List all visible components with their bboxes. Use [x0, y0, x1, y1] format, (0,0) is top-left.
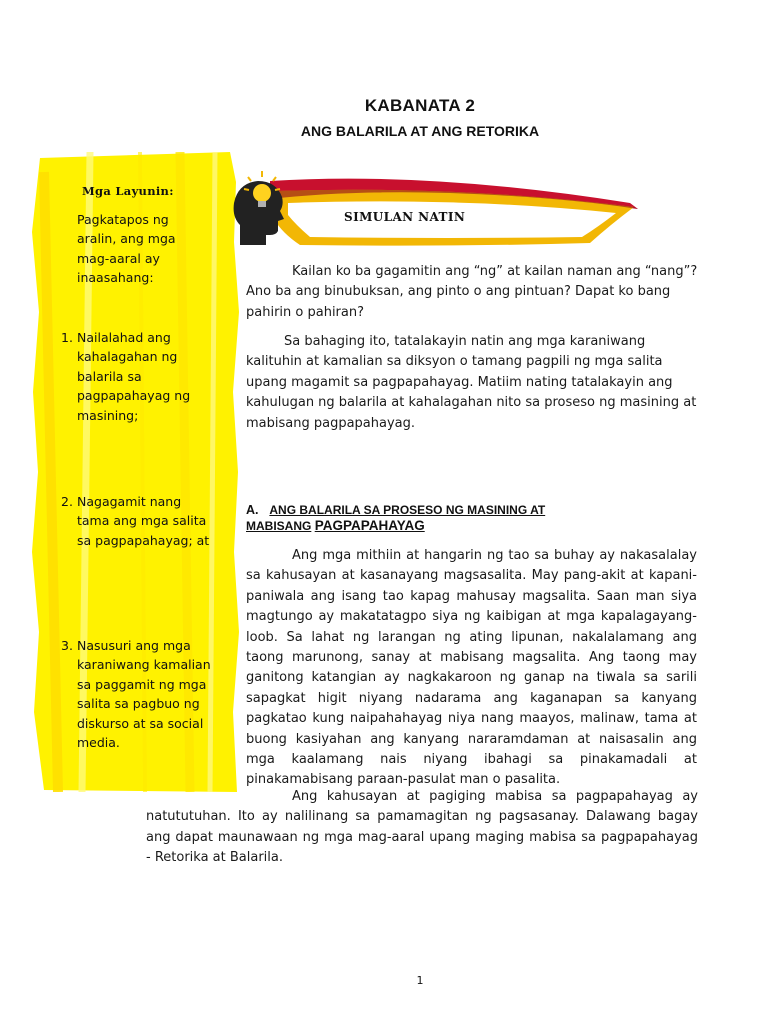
objectives-heading: Mga Layunin: — [82, 184, 174, 198]
body-paragraph — [246, 546, 697, 791]
objective-number: 2. — [61, 494, 73, 509]
overview-paragraph-text: Sa bahaging ito, tatalakayin natin ang mga karaniwang kalituhin at kamalian sa diksyon o tamang pagpili ng mga salita upang magamit sa pagpapahayag. Matiim nating tatalakayin ang kahulugan ng balarila at kahalagahan nito sa proseso ng masining at mabisang pagpapahayag. — [246, 334, 697, 431]
intro-paragraph-text: Kailan ko ba gagamitin ang “ng” at kailan naman ang “nang”? Ano ba ang binubuksan, ang pinto o ang pintuan? Dapat ko bang pahirin o pahiran? — [246, 264, 698, 320]
banner-label: SIMULAN NATIN — [344, 210, 466, 224]
closing-paragraph-text: Ang kahusayan at pagiging mabisa sa pagpapahayag ay natututuhan. Ito ay nalilinang sa pamamagitan ng pagsasanay. Dalawang bagay ang dapat maunawaan ng mga mag-aaral upang maging mabisa sa pagpapahayag - Retorika at Balarila. — [146, 789, 698, 866]
section-letter: A. — [246, 503, 259, 517]
objective-number: 1. — [61, 330, 73, 345]
section-title-part-a: ANG BALARILA SA PROSESO NG MASINING AT — [269, 503, 546, 517]
objective-text: Nailalahad ang kahalagahan ng balarila sa pagpapahayag ng masining; — [77, 330, 191, 423]
section-title-part-c: PAGPAPAHAYAG — [314, 518, 425, 533]
page-number: 1 — [416, 974, 424, 987]
objectives-intro: Pagkatapos ng aralin, ang mga mag-aaral ay inaasahang: — [77, 212, 176, 286]
simulan-natin-banner — [230, 163, 640, 255]
objective-item — [61, 328, 211, 425]
body-paragraph-text: Ang mga mithiin at hangarin ng tao sa buhay ay nakasalalay sa kahusayan at kasanayang magsasalita. May pang-akit at kapani-paniwala ang isang tao kapag mahusay magsalita. Saan man siya magtungo ay makatatagpo siya ng kaibigan at mga kapalagayang-loob. Sa lahat ng larangan ng ating lipunan, nakalalamang ang taong marunong, sanay at mabisang magsalita. Ang taong may ganitong katangian ay nagkakaroon ng ganap na tiwala sa sarili sapagkat higit niyang nadarama ang kaganapan sa kanyang pagkatao kung naipahahayag niya nang maayos, malinaw, tama at buong kasiyahan ang kanyang nararamdaman at naisasalin ang mga kaalamang nais niyang ibahagi sa pinakamadali at pinakamabisang paraan-pasulat man o pasalita. — [246, 548, 697, 788]
section-title-part-b: MABISANG — [246, 519, 312, 533]
objective-text: Nasusuri ang mga karaniwang kamalian sa paggamit ng mga salita sa pagbuo ng diskurso at sa social media. — [77, 638, 211, 751]
chapter-title: KABANATA 2 — [364, 96, 476, 115]
objective-number: 3. — [61, 638, 73, 653]
overview-paragraph — [246, 332, 701, 434]
closing-paragraph — [146, 787, 698, 869]
objective-text: Nagagamit nang tama ang mga salita sa pagpapahayag; at — [77, 494, 210, 548]
section-heading — [246, 503, 706, 534]
chapter-subtitle: ANG BALARILA AT ANG RETORIKA — [300, 123, 540, 139]
objective-item — [61, 492, 211, 550]
objective-item — [61, 636, 211, 752]
intro-paragraph — [246, 262, 701, 323]
